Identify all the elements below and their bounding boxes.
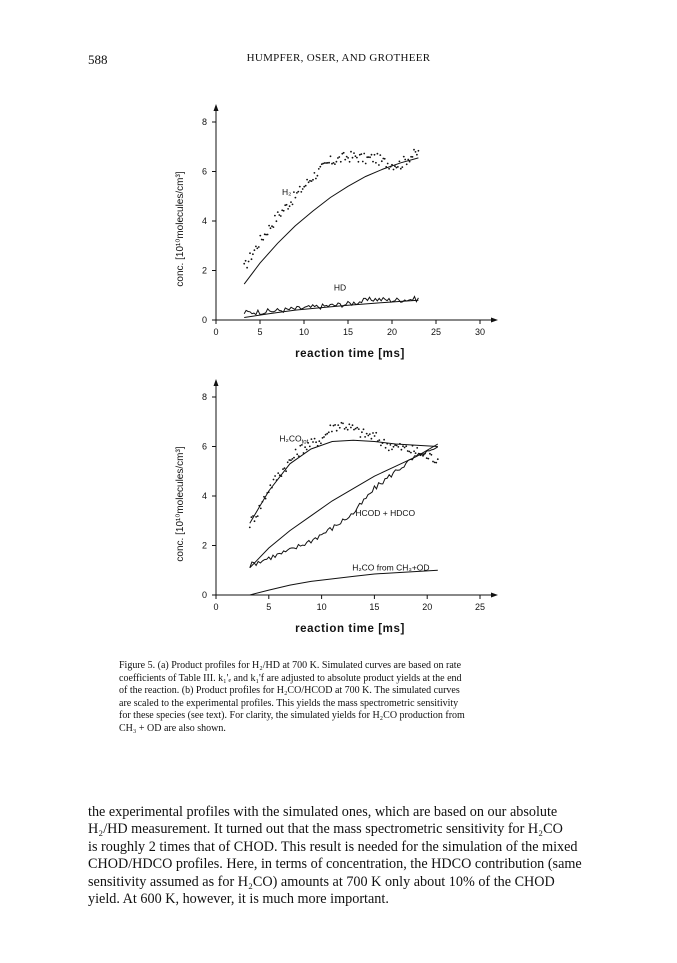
data-point (304, 446, 306, 448)
x-tick-label: 30 (474, 327, 486, 337)
running-head: HUMPFER, OSER, AND GROTHEER (246, 52, 431, 64)
data-point (306, 449, 308, 451)
data-point (429, 453, 431, 455)
data-point (401, 449, 403, 451)
data-point (387, 163, 389, 165)
y-tick-label: 0 (201, 590, 207, 600)
caption-line: are scaled to the experimental profiles. This yields the mass spectrometric sensitivity (119, 697, 459, 709)
simulated-curve (244, 158, 418, 284)
data-point (413, 450, 415, 452)
data-point (345, 427, 347, 429)
data-point (371, 438, 373, 440)
data-point (292, 204, 294, 206)
data-point (261, 239, 263, 241)
data-point (254, 520, 256, 522)
data-point (375, 162, 377, 164)
data-point (416, 447, 418, 449)
data-point (378, 439, 380, 441)
data-point (318, 440, 320, 442)
data-point (302, 188, 304, 190)
data-point (254, 249, 256, 251)
body-line: is roughly 2 times that of CHOD. This result is needed for the simulation of the mixed (88, 838, 578, 855)
y-axis-arrow (214, 104, 219, 111)
y-tick-label: 8 (201, 117, 207, 127)
data-point (315, 178, 317, 180)
data-point (353, 152, 355, 154)
data-point (330, 155, 332, 157)
data-point (369, 156, 371, 158)
data-point (311, 180, 313, 182)
data-point (249, 527, 251, 529)
data-point (315, 441, 317, 443)
y-tick-label: 0 (201, 315, 207, 325)
series-annotation: $H_2CO_{tot}$ (279, 433, 309, 446)
data-point (384, 158, 386, 160)
data-point (388, 168, 390, 170)
data-point (347, 429, 349, 431)
data-point (349, 161, 351, 163)
data-point (325, 434, 327, 436)
data-point (314, 172, 316, 174)
data-point (348, 423, 350, 425)
data-point (434, 462, 436, 464)
data-point (400, 168, 402, 170)
data-point (397, 446, 399, 448)
data-point (299, 186, 301, 188)
data-point (274, 475, 276, 477)
data-point (305, 185, 307, 187)
data-point (397, 166, 399, 168)
data-point (393, 169, 395, 171)
body-line: the experimental profiles with the simulated ones, which are based on our absolute (88, 804, 558, 820)
data-point (320, 442, 322, 444)
y-tick-label: 2 (201, 265, 207, 276)
data-point (365, 163, 367, 165)
data-point (283, 210, 285, 212)
chart-panel-b (0, 365, 677, 645)
data-point (255, 246, 257, 248)
data-point (293, 457, 295, 459)
caption-line: coefficients of Table III. k₁'ₑ and k₁'f are adjusted to absolute product yields at the end (119, 672, 462, 684)
data-point (292, 458, 294, 460)
data-point (334, 424, 336, 426)
data-point (323, 436, 325, 438)
data-point (336, 161, 338, 163)
page-number: 588 (88, 52, 108, 67)
data-point (331, 431, 333, 433)
data-point (258, 246, 260, 248)
data-point (435, 462, 437, 464)
data-point (367, 435, 369, 437)
data-point (303, 186, 305, 188)
data-point (262, 239, 264, 241)
data-point (369, 433, 371, 435)
data-point (375, 432, 377, 434)
data-point (333, 425, 335, 427)
data-point (352, 424, 354, 426)
data-point (391, 449, 393, 451)
data-point (364, 436, 366, 438)
data-point (343, 152, 345, 154)
data-point (248, 261, 250, 263)
data-point (363, 153, 365, 155)
body-paragraph (88, 804, 598, 908)
data-point (339, 427, 341, 429)
data-point (333, 162, 335, 164)
y-axis-label: conc. [10¹⁰molecules/cm³] (175, 446, 186, 562)
data-point (329, 424, 331, 426)
experimental-trace (244, 297, 418, 315)
data-point (362, 161, 364, 163)
data-point (260, 508, 262, 510)
data-point (269, 484, 271, 486)
data-point (396, 445, 398, 447)
data-point (431, 454, 433, 456)
data-point (427, 458, 429, 460)
data-point (372, 161, 374, 163)
simulated-curve (250, 444, 438, 568)
data-point (287, 461, 289, 463)
data-point (415, 151, 417, 153)
figure-caption (119, 660, 571, 736)
data-point (360, 436, 362, 438)
data-point (256, 247, 258, 249)
x-tick-label: 25 (474, 602, 486, 612)
data-point (282, 468, 284, 470)
data-point (415, 452, 417, 454)
y-tick-label: 2 (201, 540, 207, 551)
x-tick-label: 5 (266, 602, 272, 612)
x-tick-label: 20 (422, 602, 433, 612)
data-point (346, 156, 348, 158)
data-point (311, 438, 313, 440)
data-point (255, 516, 257, 518)
data-point (385, 447, 387, 449)
simulated-curve (244, 300, 418, 317)
x-axis-label: reaction time [ms] (295, 623, 405, 635)
data-point (406, 163, 408, 165)
data-point (344, 159, 346, 161)
y-tick-label: 4 (201, 216, 207, 226)
data-point (366, 433, 368, 435)
data-point (280, 215, 282, 217)
data-point (363, 428, 365, 430)
data-point (403, 156, 405, 158)
y-tick-label: 4 (201, 491, 207, 501)
data-point (404, 159, 406, 161)
data-point (274, 215, 276, 217)
data-point (297, 191, 299, 193)
series-annotation: HD (333, 282, 347, 293)
data-point (407, 450, 409, 452)
data-point (337, 424, 339, 426)
x-tick-label: 25 (430, 327, 442, 337)
data-point (293, 191, 295, 193)
data-point (426, 457, 428, 459)
data-point (356, 427, 358, 429)
x-tick-label: 10 (316, 602, 327, 612)
data-point (312, 441, 314, 443)
data-point (317, 175, 319, 177)
data-point (328, 431, 330, 433)
data-point (312, 179, 314, 181)
data-point (344, 428, 346, 430)
data-point (355, 155, 357, 157)
data-point (284, 467, 286, 469)
data-point (276, 220, 278, 222)
data-point (277, 211, 279, 213)
data-point (358, 161, 360, 163)
data-point (350, 151, 352, 153)
data-point (306, 179, 308, 181)
data-point (288, 459, 290, 461)
data-point (246, 267, 248, 269)
caption-line: CH₃ + OD are also shown. (119, 722, 226, 734)
data-point (251, 516, 253, 518)
data-point (268, 225, 270, 227)
body-line: sensitivity assumed as for H₂CO) amounts at 700 K only about 10% of the CHOD (88, 873, 555, 890)
data-point (360, 153, 362, 155)
series-annotation: H₂ (282, 187, 292, 197)
data-point (374, 154, 376, 156)
body-line: CHOD/HDCO profiles. Here, in terms of concentration, the HDCO contribution (same (88, 856, 582, 873)
data-point (336, 430, 338, 432)
y-axis-arrow (214, 379, 219, 386)
caption-line: for these species (see text). For clarity, the simulated yields for H₂CO production from (119, 710, 465, 722)
data-point (379, 154, 381, 156)
data-point (249, 252, 251, 254)
data-point (267, 234, 269, 236)
data-point (300, 191, 302, 193)
data-point (308, 181, 310, 183)
y-tick-label: 6 (201, 166, 207, 177)
data-point (416, 154, 418, 156)
data-point (418, 150, 420, 152)
data-point (358, 428, 360, 430)
data-point (399, 161, 401, 163)
body-line: yield. At 600 K, however, it is much more important. (88, 891, 389, 908)
data-point (340, 161, 342, 163)
data-point (401, 166, 403, 168)
data-point (353, 429, 355, 431)
x-tick-label: 0 (213, 327, 219, 337)
data-point (393, 446, 395, 448)
data-point (295, 449, 297, 451)
y-tick-label: 8 (201, 392, 207, 402)
x-tick-label: 20 (386, 327, 398, 337)
x-tick-label: 0 (213, 602, 219, 612)
body-line: H₂/HD measurement. It turned out that the mass spectrometric sensitivity for H₂CO (88, 821, 563, 838)
data-point (326, 433, 328, 435)
data-point (245, 260, 247, 262)
data-point (290, 459, 292, 461)
data-point (378, 164, 380, 166)
data-point (314, 438, 316, 440)
data-point (257, 515, 259, 517)
y-axis-label: conc. [10¹⁰molecules/cm³] (175, 171, 186, 287)
x-axis-arrow (491, 593, 498, 598)
data-point (413, 149, 415, 151)
data-point (296, 192, 298, 194)
data-point (355, 428, 357, 430)
data-point (338, 156, 340, 158)
data-point (404, 447, 406, 449)
caption-line: of the reaction. (b) Product profiles for H₂CO/HCOD at 700 K. The simulated curves (119, 685, 460, 697)
data-point (341, 422, 343, 424)
x-axis-arrow (491, 318, 498, 323)
data-point (259, 235, 261, 237)
data-point (334, 163, 336, 165)
data-point (243, 263, 245, 265)
data-point (289, 205, 291, 207)
x-axis-label: reaction time [ms] (295, 348, 405, 360)
x-tick-label: 15 (369, 602, 380, 612)
data-point (381, 160, 383, 162)
simulated-curve (250, 570, 438, 595)
data-point (372, 432, 374, 434)
data-point (380, 445, 382, 447)
data-point (383, 439, 385, 441)
data-point (295, 197, 297, 199)
data-point (290, 201, 292, 203)
data-point (273, 479, 275, 481)
data-point (347, 157, 349, 159)
data-point (405, 445, 407, 447)
data-point (287, 208, 289, 210)
data-point (388, 450, 390, 452)
y-tick-label: 6 (201, 441, 207, 452)
data-point (356, 157, 358, 159)
data-point (328, 162, 330, 164)
data-point (412, 156, 414, 158)
data-point (342, 423, 344, 425)
data-point (277, 472, 279, 474)
data-point (371, 154, 373, 156)
data-point (432, 461, 434, 463)
data-point (309, 446, 311, 448)
data-point (285, 470, 287, 472)
data-point (352, 157, 354, 159)
data-point (309, 180, 311, 182)
data-point (402, 445, 404, 447)
data-point (318, 168, 320, 170)
data-point (252, 253, 254, 255)
data-point (278, 214, 280, 216)
caption-line: Figure 5. (a) Product profiles for H₂/HD at 700 K. Simulated curves are based on rate (119, 660, 462, 671)
data-point (286, 204, 288, 206)
data-point (319, 166, 321, 168)
data-point (361, 431, 363, 433)
data-point (408, 451, 410, 453)
x-tick-label: 5 (257, 327, 263, 337)
chart-panel-a (0, 90, 677, 365)
series-annotation: HCOD + HDCO (355, 507, 416, 518)
data-point (374, 435, 376, 437)
data-point (296, 453, 298, 455)
data-point (322, 437, 324, 439)
data-point (410, 452, 412, 454)
data-point (273, 226, 275, 228)
data-point (437, 458, 439, 460)
data-point (390, 444, 392, 446)
data-point (251, 258, 253, 260)
x-tick-label: 10 (298, 327, 310, 337)
series-annotation: H₂CO from CH₃+OD (352, 562, 430, 573)
x-tick-label: 15 (342, 327, 354, 337)
data-point (270, 227, 272, 229)
data-point (377, 153, 379, 155)
data-point (350, 427, 352, 429)
